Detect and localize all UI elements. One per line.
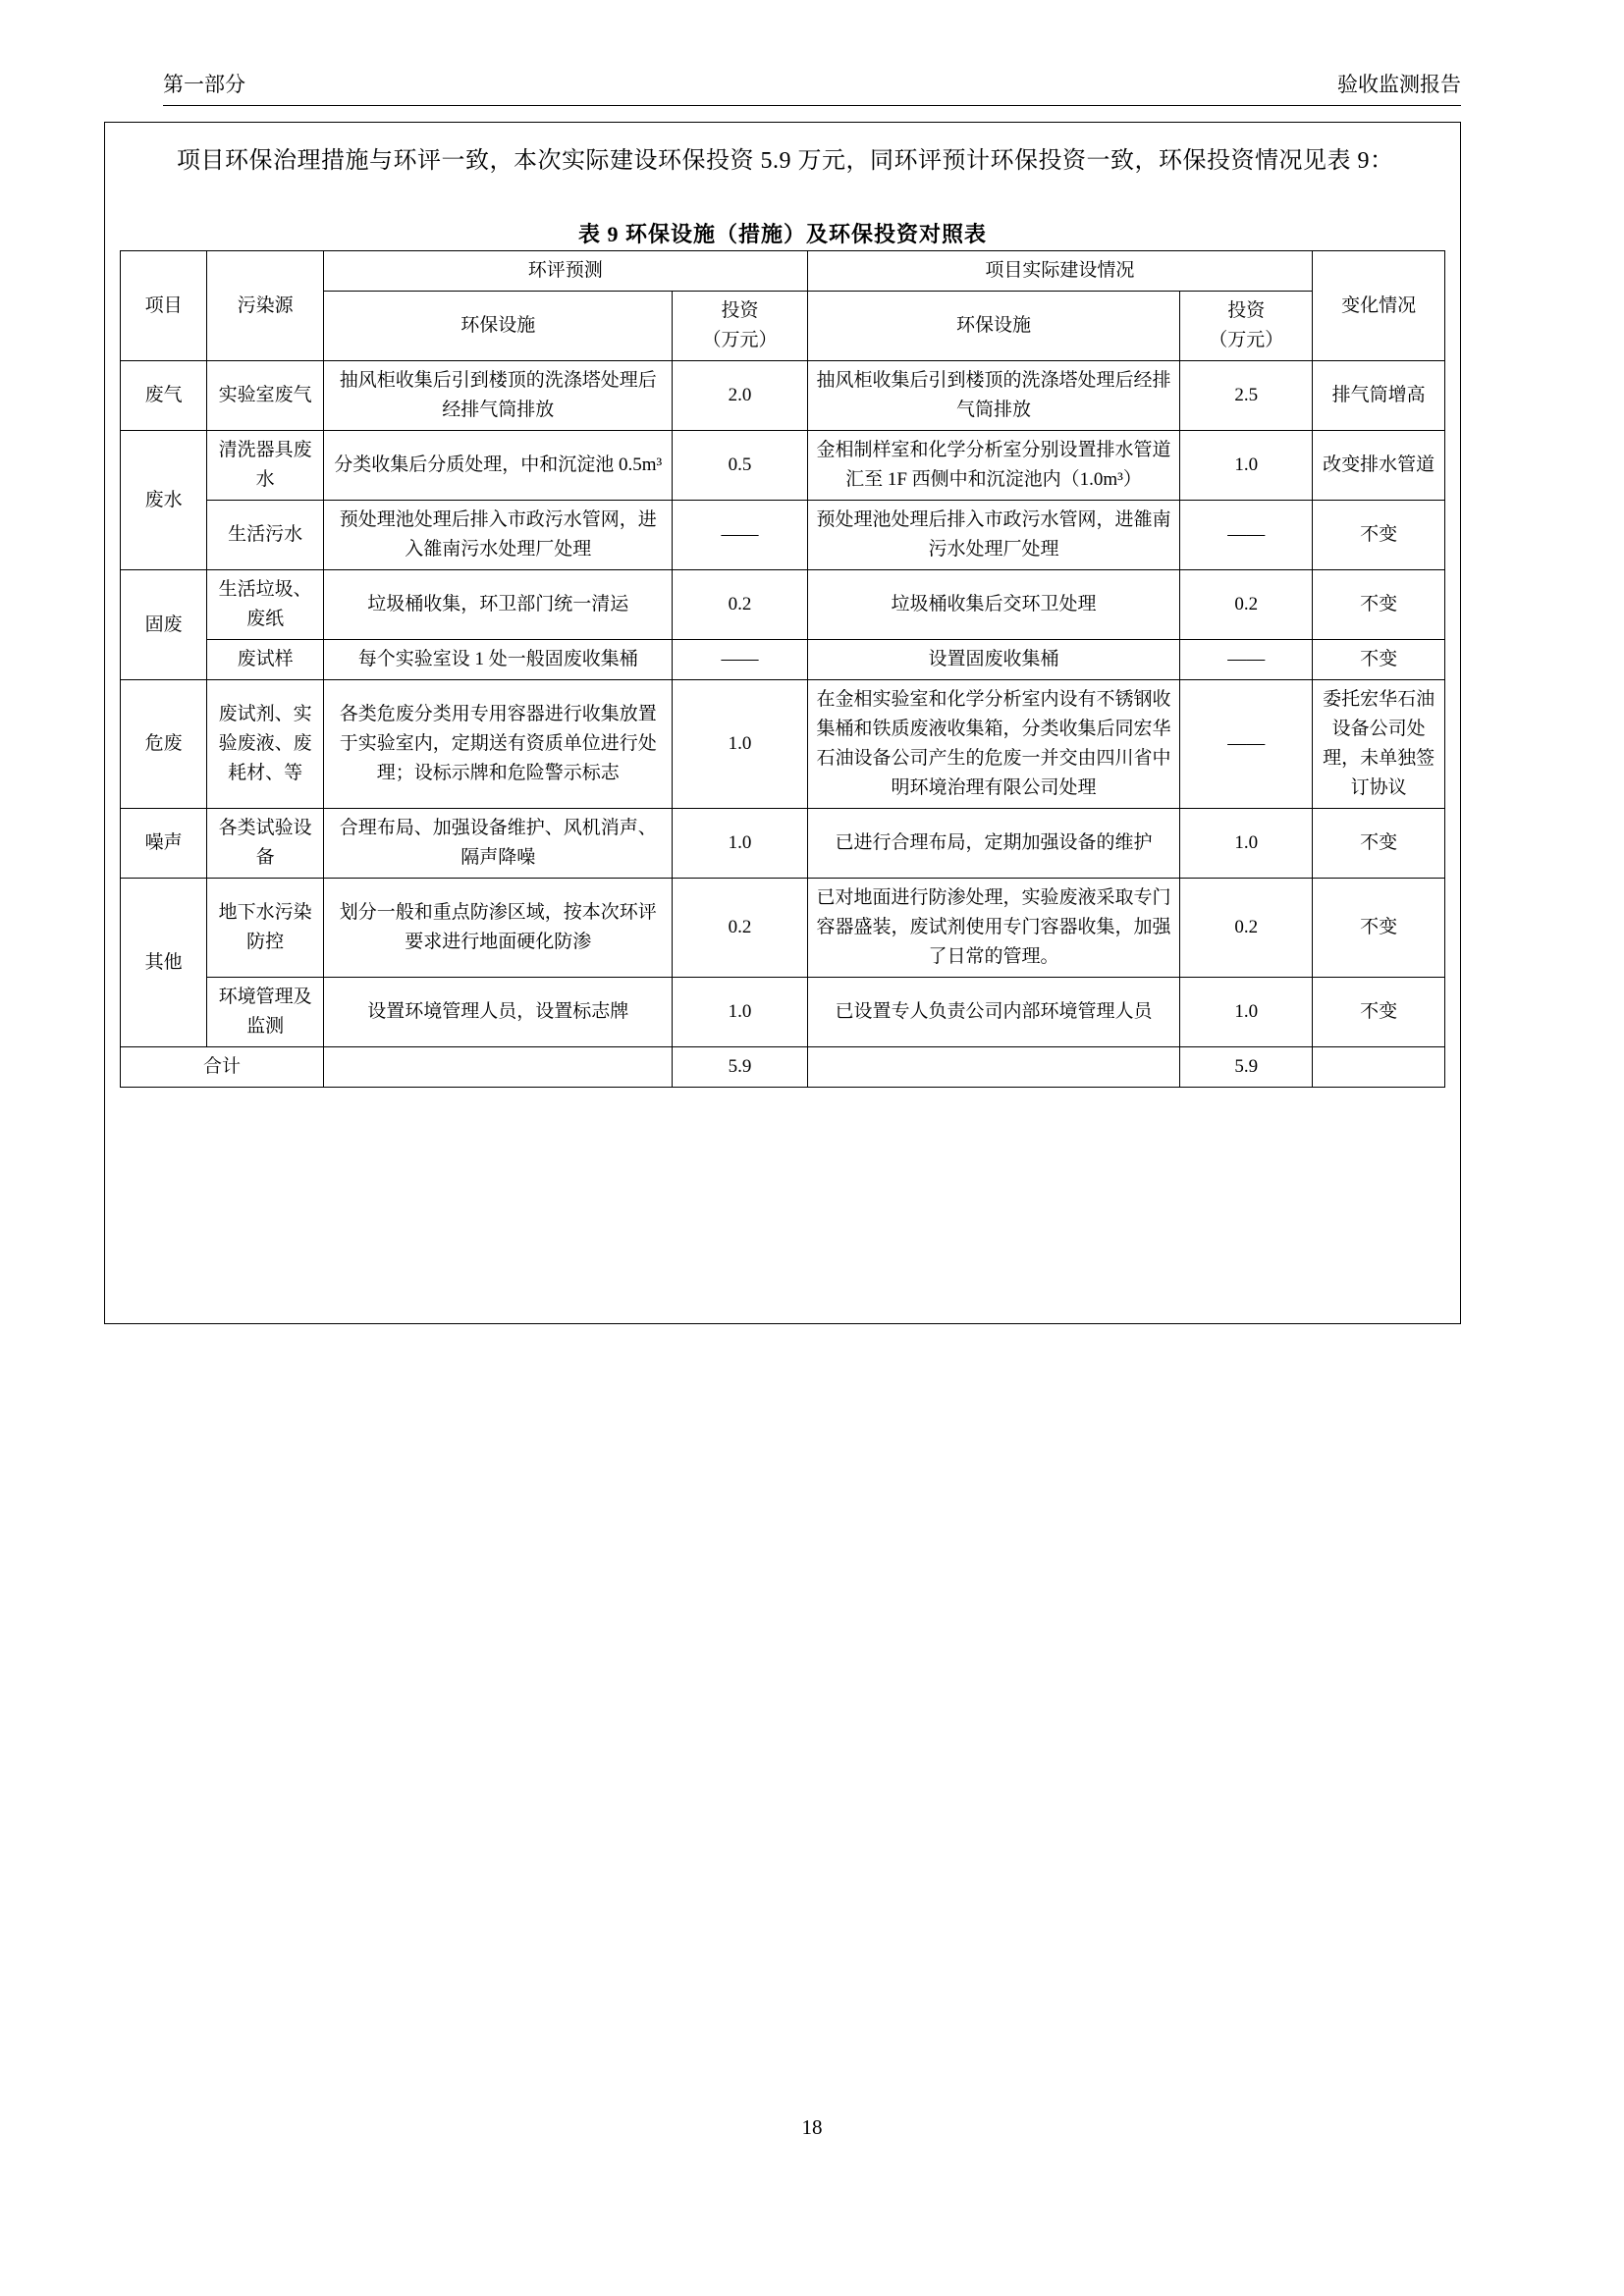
- cell-eia-invest: 0.2: [673, 879, 807, 978]
- cell-actual-facility: 设置固废收集桶: [807, 640, 1180, 680]
- cell-actual-facility: 已进行合理布局，定期加强设备的维护: [807, 809, 1180, 879]
- table-row: [121, 640, 1445, 680]
- cell-eia-facility: 分类收集后分质处理，中和沉淀池 0.5m³: [324, 431, 673, 501]
- cell-project: 固废: [121, 570, 207, 680]
- cell-change: 委托宏华石油设备公司处理，未单独签订协议: [1313, 680, 1445, 809]
- cell-eia-invest: 2.0: [673, 361, 807, 431]
- table-row: [121, 978, 1445, 1047]
- header-eia-facility: 环保设施: [324, 292, 673, 361]
- cell-actual-invest: 0.2: [1180, 879, 1313, 978]
- cell-project: 其他: [121, 879, 207, 1047]
- table-header-row-1: [121, 251, 1445, 292]
- cell-source: 生活垃圾、废纸: [207, 570, 324, 640]
- header-eia-predict: 环评预测: [324, 251, 808, 292]
- table-row: [121, 680, 1445, 809]
- header-actual-invest-line2: （万元）: [1209, 330, 1284, 350]
- cell-change: 不变: [1313, 879, 1445, 978]
- cell-eia-invest: 0.5: [673, 431, 807, 501]
- cell-change: 排气筒增高: [1313, 361, 1445, 431]
- header-eia-invest-line2: （万元）: [702, 330, 778, 350]
- cell-total-actual-invest: 5.9: [1180, 1047, 1313, 1088]
- cell-eia-facility: 划分一般和重点防渗区域，按本次环评要求进行地面硬化防渗: [324, 879, 673, 978]
- table-row: [121, 570, 1445, 640]
- cell-total-change: [1313, 1047, 1445, 1088]
- header-source: 污染源: [207, 251, 324, 361]
- table-row: [121, 809, 1445, 879]
- cell-eia-invest: 1.0: [673, 978, 807, 1047]
- cell-eia-facility: 抽风柜收集后引到楼顶的洗涤塔处理后经排气筒排放: [324, 361, 673, 431]
- cell-change: 改变排水管道: [1313, 431, 1445, 501]
- cell-change: 不变: [1313, 978, 1445, 1047]
- intro-paragraph: 项目环保治理措施与环评一致，本次实际建设环保投资 5.9 万元，同环评预计环保投资一致，环保投资情况见表 9：: [177, 148, 1394, 174]
- cell-eia-facility: 垃圾桶收集，环卫部门统一清运: [324, 570, 673, 640]
- table-caption: 表 9 环保设施（措施）及环保投资对照表: [577, 222, 987, 246]
- cell-actual-invest: 2.5: [1180, 361, 1313, 431]
- cell-source: 废试样: [207, 640, 324, 680]
- cell-eia-invest: 1.0: [673, 809, 807, 879]
- table-row: [121, 879, 1445, 978]
- cell-project: 危废: [121, 680, 207, 809]
- cell-actual-facility: 金相制样室和化学分析室分别设置排水管道汇至 1F 西侧中和沉淀池内（1.0m³）: [807, 431, 1180, 501]
- cell-source: 地下水污染防控: [207, 879, 324, 978]
- cell-source: 废试剂、实验废液、废耗材、等: [207, 680, 324, 809]
- page-header: [163, 69, 1461, 98]
- cell-eia-facility: 设置环境管理人员，设置标志牌: [324, 978, 673, 1047]
- cell-actual-invest: 0.2: [1180, 570, 1313, 640]
- cell-actual-invest: 1.0: [1180, 978, 1313, 1047]
- header-project: 项目: [121, 251, 207, 361]
- cell-actual-facility: 预处理池处理后排入市政污水管网，进雒南污水处理厂处理: [807, 501, 1180, 570]
- cell-total-eia-invest: 5.9: [673, 1047, 807, 1088]
- cell-eia-invest: 1.0: [673, 680, 807, 809]
- cell-actual-facility: 已设置专人负责公司内部环境管理人员: [807, 978, 1180, 1047]
- cell-total-spacer-actual: [807, 1047, 1180, 1088]
- cell-project: 噪声: [121, 809, 207, 879]
- header-left-text: 第一部分: [163, 73, 245, 96]
- cell-project: 废气: [121, 361, 207, 431]
- cell-actual-invest: ——: [1180, 640, 1313, 680]
- table-row: [121, 431, 1445, 501]
- cell-actual-facility: 抽风柜收集后引到楼顶的洗涤塔处理后经排气筒排放: [807, 361, 1180, 431]
- header-change: 变化情况: [1313, 251, 1445, 361]
- cell-change: 不变: [1313, 640, 1445, 680]
- cell-eia-facility: 各类危废分类用专用容器进行收集放置于实验室内，定期送有资质单位进行处理；设标示牌和危险警示标志: [324, 680, 673, 809]
- header-right-text: 验收监测报告: [1337, 73, 1461, 96]
- cell-source: 清洗器具废水: [207, 431, 324, 501]
- cell-actual-invest: 1.0: [1180, 809, 1313, 879]
- cell-eia-facility: 合理布局、加强设备维护、风机消声、隔声降噪: [324, 809, 673, 879]
- cell-source: 生活污水: [207, 501, 324, 570]
- cell-eia-invest: ——: [673, 640, 807, 680]
- header-actual-invest: [1180, 292, 1313, 361]
- cell-change: 不变: [1313, 501, 1445, 570]
- environmental-investment-table: [120, 250, 1445, 1088]
- cell-actual-invest: ——: [1180, 680, 1313, 809]
- header-divider: [163, 105, 1461, 106]
- header-actual-facility: 环保设施: [807, 292, 1180, 361]
- cell-total-spacer-eia: [324, 1047, 673, 1088]
- cell-actual-invest: 1.0: [1180, 431, 1313, 501]
- cell-eia-invest: 0.2: [673, 570, 807, 640]
- header-actual: 项目实际建设情况: [807, 251, 1313, 292]
- table-row: [121, 361, 1445, 431]
- cell-actual-facility: 已对地面进行防渗处理，实验废液采取专门容器盛装，废试剂使用专门容器收集，加强了日常的管理。: [807, 879, 1180, 978]
- cell-change: 不变: [1313, 809, 1445, 879]
- cell-actual-facility: 垃圾桶收集后交环卫处理: [807, 570, 1180, 640]
- header-eia-invest-line1: 投资: [721, 300, 759, 321]
- table-total-row: [121, 1047, 1445, 1088]
- table-row: [121, 501, 1445, 570]
- cell-source: 环境管理及监测: [207, 978, 324, 1047]
- cell-change: 不变: [1313, 570, 1445, 640]
- header-actual-invest-line1: 投资: [1227, 300, 1266, 321]
- page-number: 18: [801, 2115, 823, 2139]
- cell-eia-facility: 每个实验室设 1 处一般固废收集桶: [324, 640, 673, 680]
- cell-total-label: 合计: [121, 1047, 324, 1088]
- cell-eia-facility: 预处理池处理后排入市政污水管网，进入雒南污水处理厂处理: [324, 501, 673, 570]
- cell-actual-invest: ——: [1180, 501, 1313, 570]
- cell-project: 废水: [121, 431, 207, 570]
- cell-eia-invest: ——: [673, 501, 807, 570]
- cell-source: 各类试验设备: [207, 809, 324, 879]
- cell-actual-facility: 在金相实验室和化学分析室内设有不锈钢收集桶和铁质废液收集箱，分类收集后同宏华石油设备公司产生的危废一并交由四川省中明环境治理有限公司处理: [807, 680, 1180, 809]
- header-eia-invest: [673, 292, 807, 361]
- cell-source: 实验室废气: [207, 361, 324, 431]
